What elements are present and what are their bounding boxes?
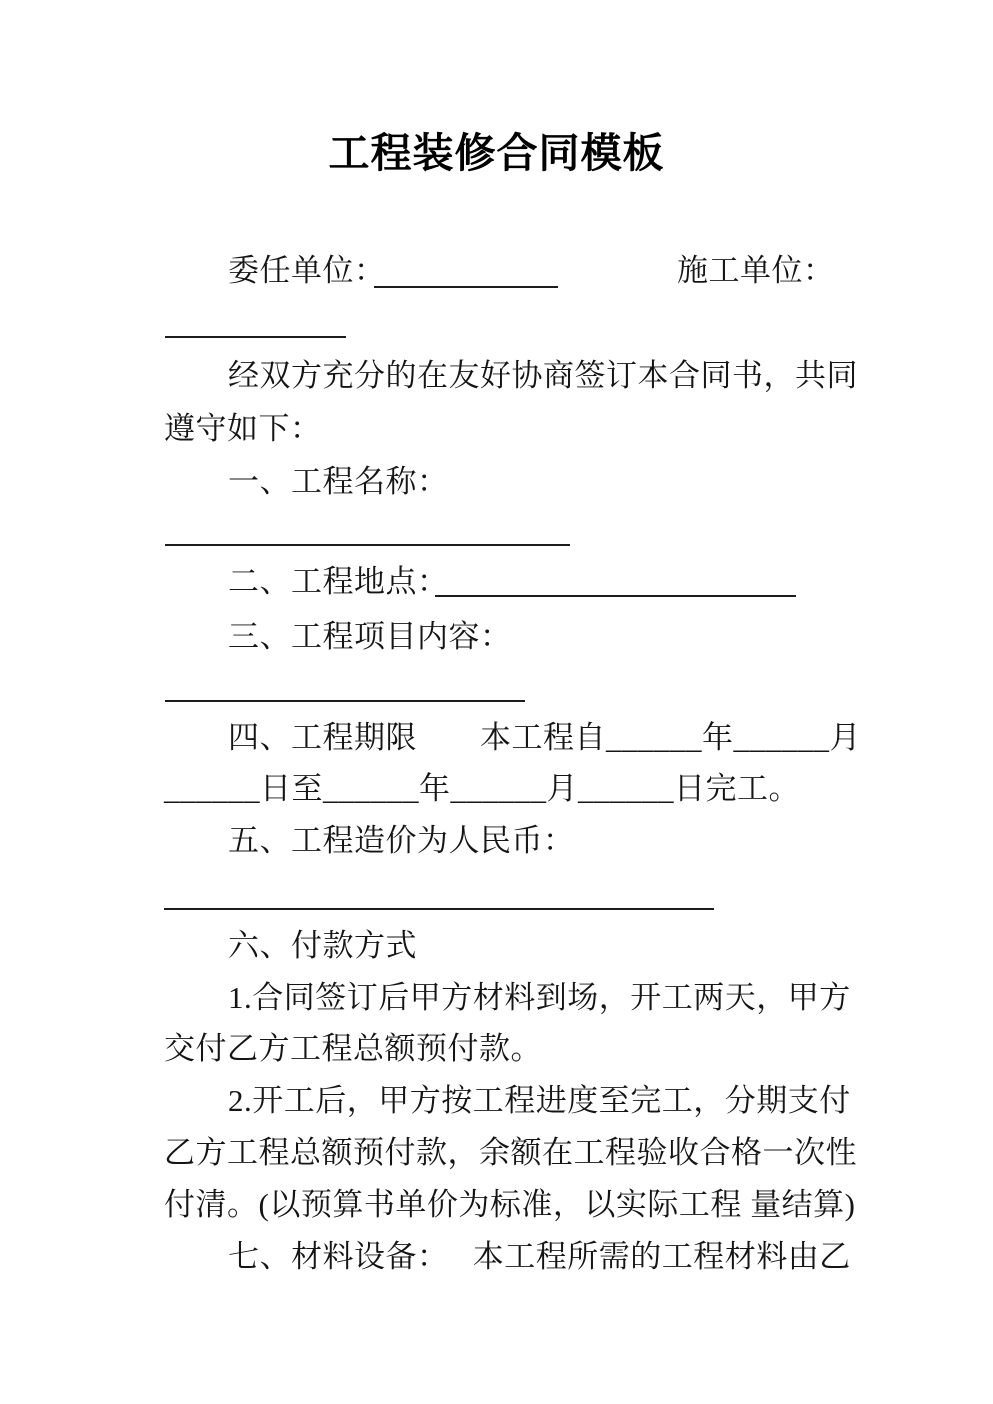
clause-2-project-location: 二、工程地点： [228,564,449,599]
contractor-unit-label: 施工单位： [677,253,835,288]
payment-item-2-line-1: 2.开工后，甲方按工程进度至完工，分期支付 [228,1083,851,1118]
intro-line-2: 遵守如下： [164,411,322,446]
project-name-blank-underline [165,515,570,546]
project-content-blank-underline [165,671,525,702]
client-unit-blank-underline [374,258,558,288]
clause-5-project-cost: 五、工程造价为人民币： [228,823,575,858]
clause-7-materials-equipment: 七、材料设备： 本工程所需的工程材料由乙 [228,1239,851,1274]
project-cost-blank-underline [164,878,714,910]
clause-3-project-content: 三、工程项目内容： [228,619,512,654]
contractor-unit-blank-underline [165,308,346,338]
client-unit-label: 委任单位： [228,253,386,288]
clause-4-project-period-line-2: ______日至______年______月______日完工。 [164,771,800,806]
clause-4-project-period-line-1: 四、工程期限 本工程自______年______月 [228,720,861,755]
payment-item-2-line-3: 付清。(以预算书单价为标准，以实际工程 量结算) [164,1187,856,1222]
document-title: 工程装修合同模板 [328,129,665,177]
project-location-blank-underline [435,566,796,597]
intro-line-1: 经双方充分的在友好协商签订本合同书，共同 [228,358,858,393]
payment-item-1-line-2: 交付乙方工程总额预付款。 [164,1031,542,1066]
clause-1-project-name: 一、工程名称： [228,464,449,499]
payment-item-2-line-2: 乙方工程总额预付款，余额在工程验收合格一次性 [164,1135,857,1170]
clause-6-payment-method: 六、付款方式 [228,928,417,963]
payment-item-1-line-1: 1.合同签订后甲方材料到场，开工两天，甲方 [228,980,851,1015]
